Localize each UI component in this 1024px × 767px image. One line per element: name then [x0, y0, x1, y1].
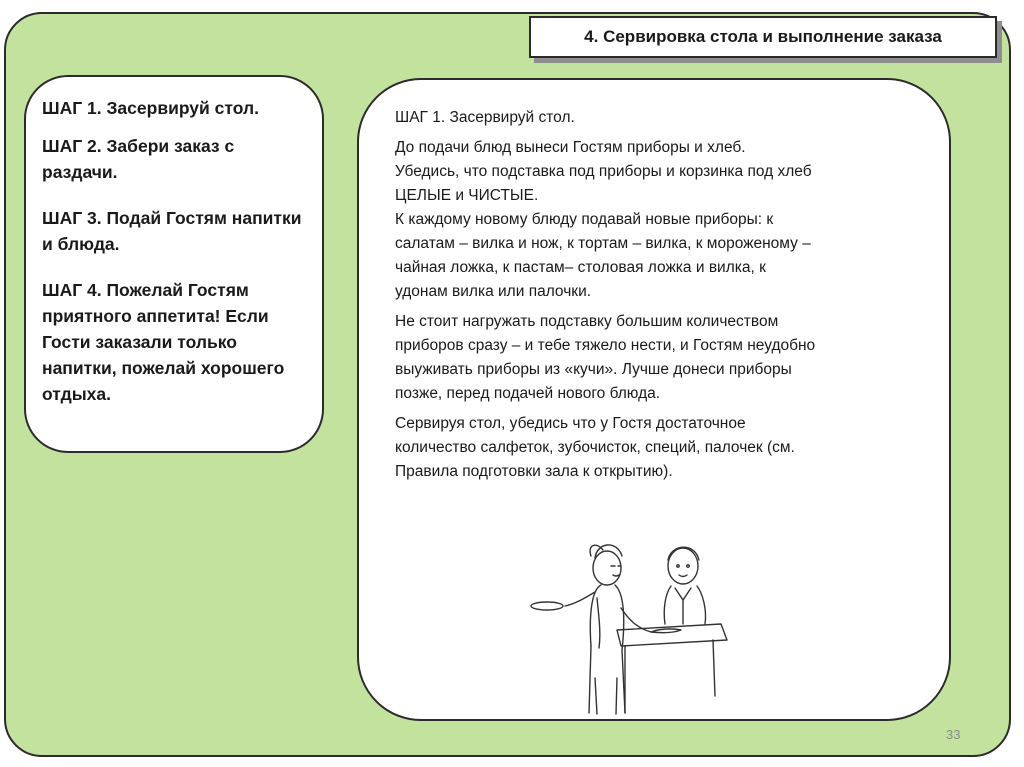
- paragraph-line: Не стоит нагружать подставку большим количеством: [395, 313, 779, 330]
- paragraph-line: позже, перед подачей нового блюда.: [395, 385, 661, 402]
- paragraph-line: приборов сразу – и тебе тяжело нести, и Гостям неудобно: [395, 337, 816, 354]
- paragraph-line: удонам вилка или палочки.: [395, 283, 592, 300]
- slide-title: 4. Сервировка стола и выполнение заказа: [584, 27, 942, 46]
- paragraph-line: выуживать приборы из «кучи». Лучше донеси приборы: [395, 361, 792, 378]
- waiter-serving-guest-illustration: [525, 528, 730, 716]
- step-3: ШАГ 3. Подай Гостям напитки и блюда.: [42, 208, 302, 254]
- paragraph-line: чайная ложка, к пастам– столовая ложка и вилка, к: [395, 259, 766, 276]
- step-1: ШАГ 1. Засервируй стол.: [42, 98, 259, 118]
- paragraph-line: Убедись, что подставка под приборы и корзинка под хлеб: [395, 163, 812, 180]
- paragraph-line: Правила подготовки зала к открытию).: [395, 463, 673, 480]
- table-figure: [617, 624, 727, 713]
- detail-paragraph-2: [395, 310, 919, 406]
- step-2: ШАГ 2. Забери заказ с раздачи.: [42, 136, 235, 182]
- paragraph-line: До подачи блюд вынеси Гостям приборы и хлеб.: [395, 139, 746, 156]
- paragraph-line: К каждому новому блюду подавай новые приборы: к: [395, 211, 774, 228]
- paragraph-line: Сервируя стол, убедись что у Гостя достаточное: [395, 415, 746, 432]
- paragraph-line: количество салфеток, зубочисток, специй, палочек (см.: [395, 439, 795, 456]
- detail-paragraph-1: [395, 136, 919, 304]
- slide-title-box: [529, 16, 997, 58]
- steps-panel: [24, 75, 324, 453]
- paragraph-line: салатам – вилка и нож, к тортам – вилка, к мороженому –: [395, 235, 811, 252]
- guest-figure: [664, 547, 705, 624]
- page-number: 33: [946, 727, 961, 742]
- paragraph-line: ЦЕЛЫЕ и ЧИСТЫЕ.: [395, 187, 539, 204]
- detail-paragraph-3: [395, 412, 919, 484]
- detail-heading: ШАГ 1. Засервируй стол.: [395, 109, 575, 126]
- step-4: ШАГ 4. Пожелай Гостям приятного аппетита! Если Гости заказали только напитки, пожелай хорошего отдыха.: [42, 280, 285, 404]
